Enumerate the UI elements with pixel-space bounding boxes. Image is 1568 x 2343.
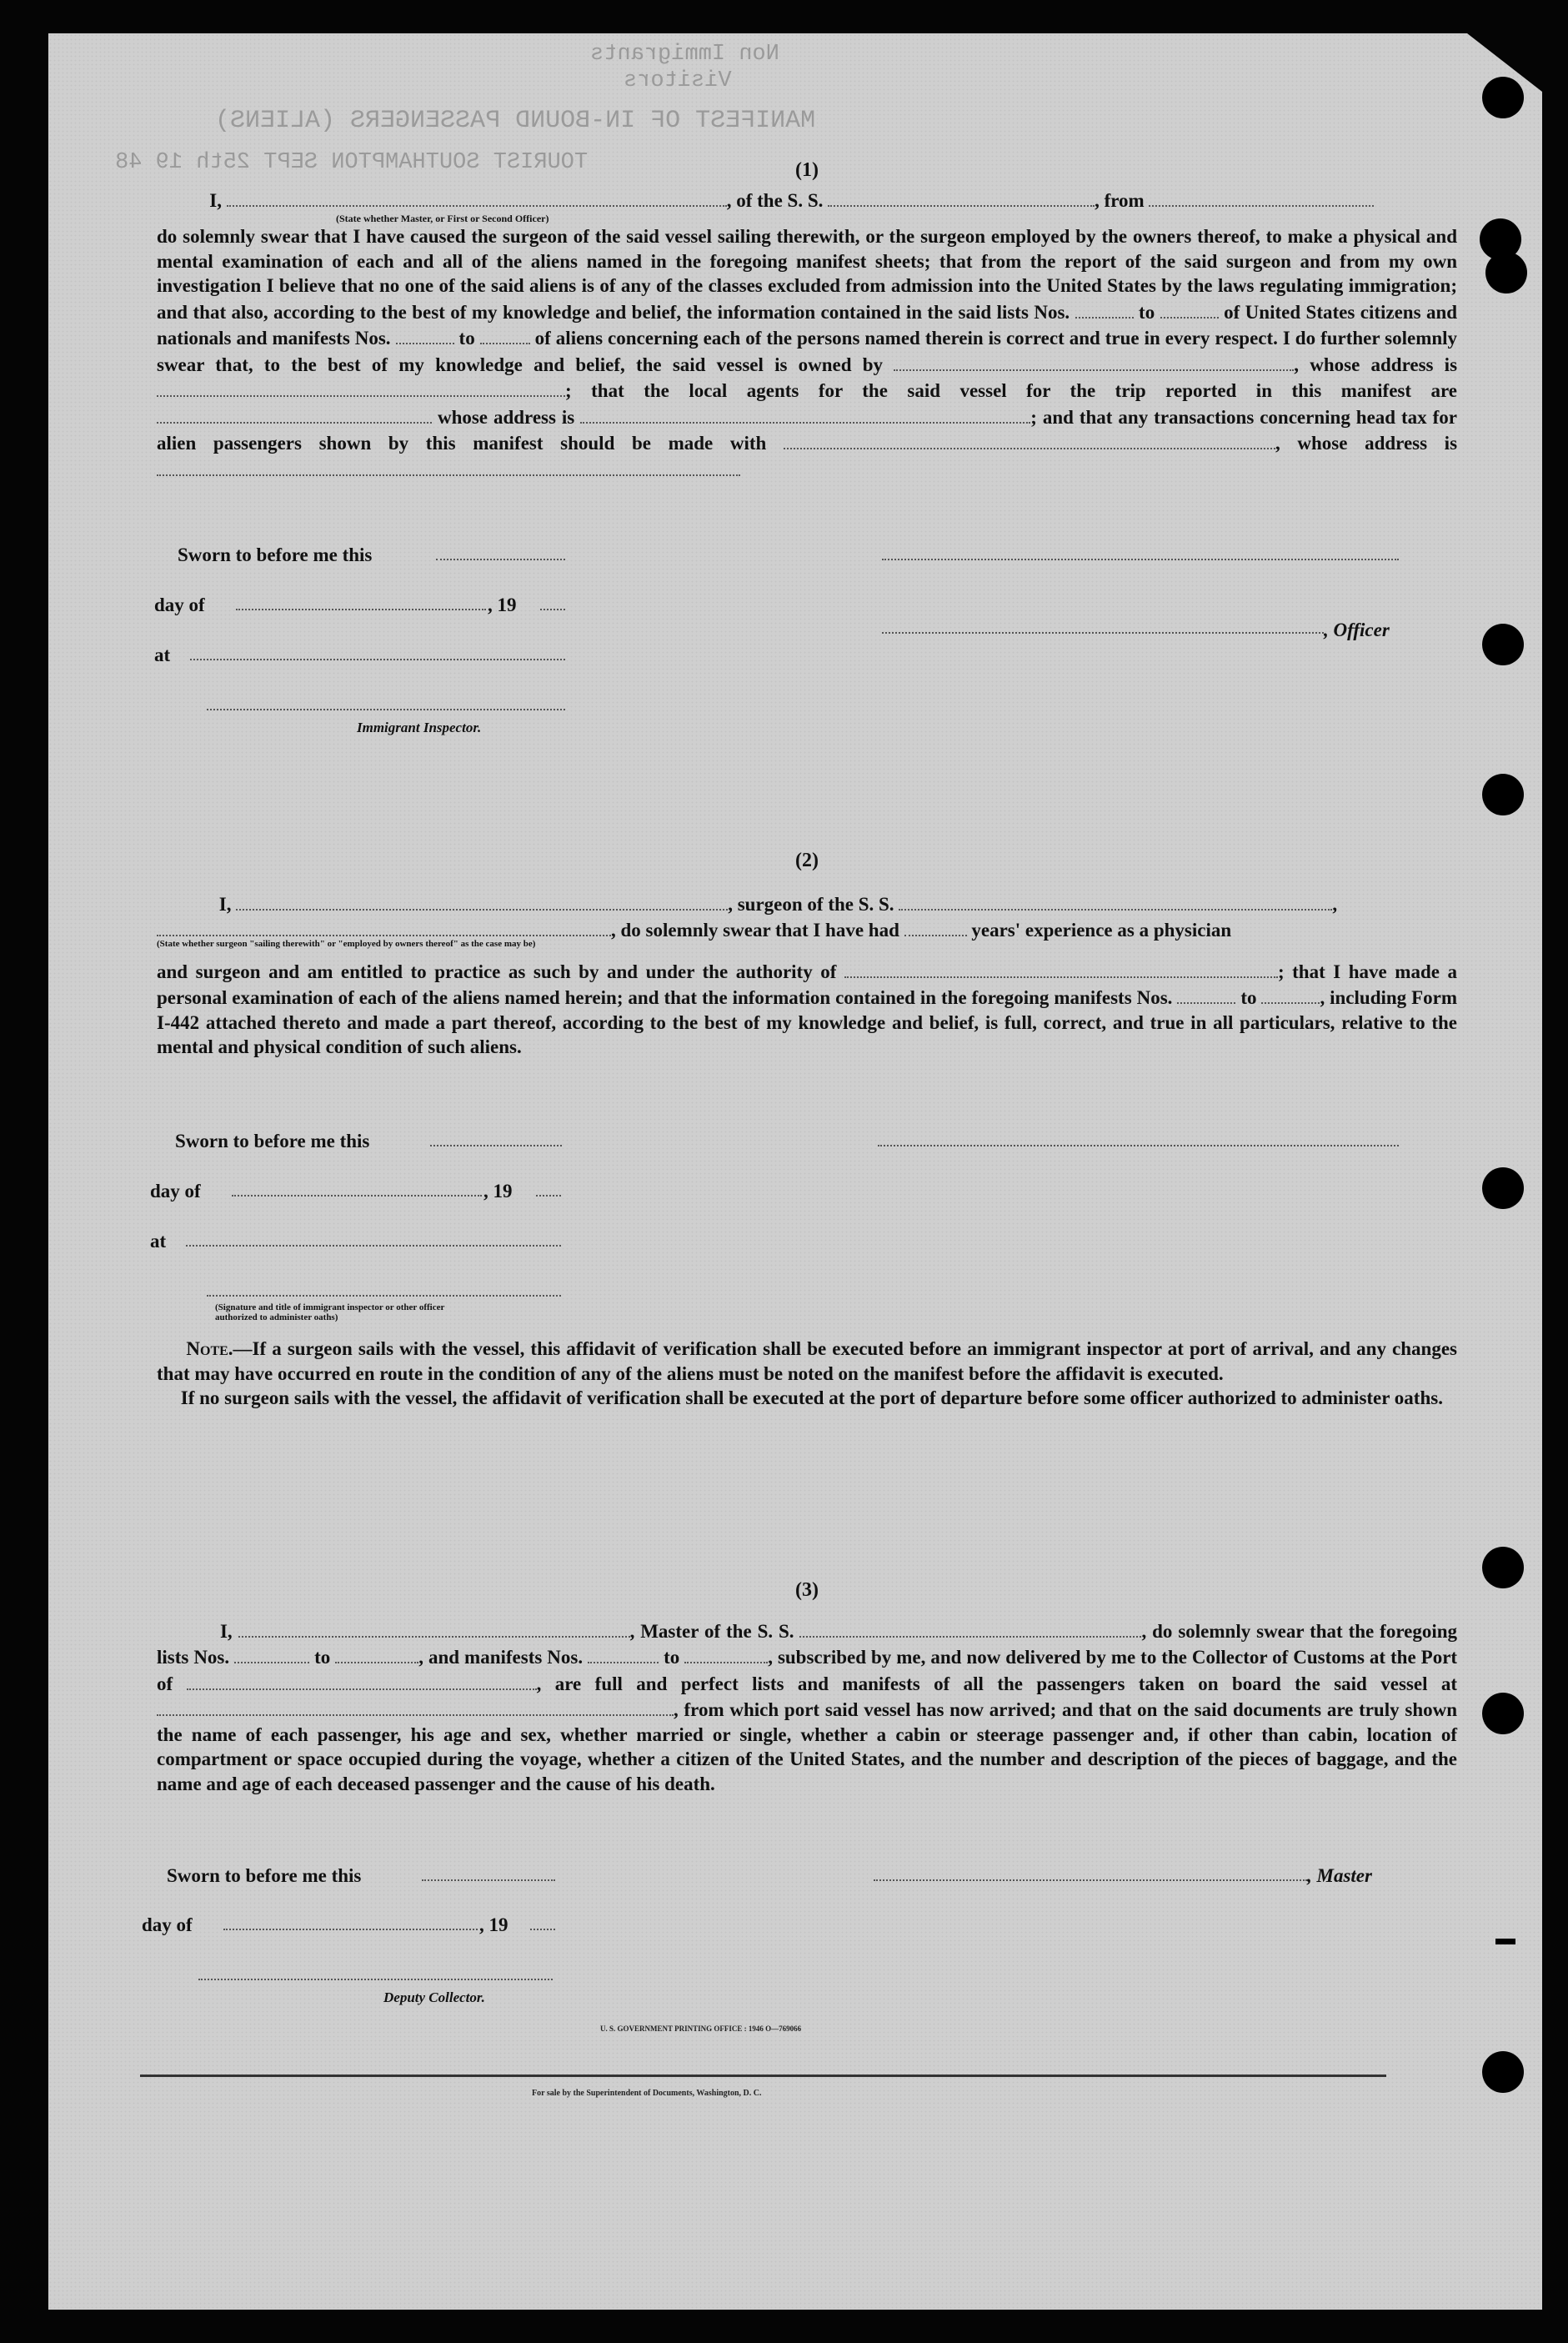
text: and surgeon and am entitled to practice as such by and under the authority of <box>157 961 837 982</box>
certifier-signature-field[interactable] <box>207 1295 561 1297</box>
embark-port-field[interactable] <box>157 1696 674 1716</box>
field-caption: (Signature and title of immigrant inspector or other officer authorized to administer oaths) <box>215 1302 445 1322</box>
text: , of the S. S. <box>726 189 824 211</box>
text: , from <box>1095 189 1145 211</box>
vessel-name-field[interactable] <box>799 1618 1141 1638</box>
inspector-signature-field[interactable] <box>207 709 565 710</box>
text: to <box>458 328 475 349</box>
section-number: (2) <box>795 850 819 871</box>
printer-imprint: U. S. GOVERNMENT PRINTING OFFICE : 1946 O—769066 <box>600 2024 802 2033</box>
year-label: , 19 <box>479 1914 508 1935</box>
text: delivered by me to the Collector of Customs at the Port of <box>157 1647 1458 1694</box>
section-2 <box>157 849 1457 1060</box>
punch-hole <box>1482 1547 1524 1588</box>
text: I, <box>219 1620 233 1642</box>
day-of-label: day of <box>142 1914 193 1935</box>
text: to <box>1240 987 1257 1008</box>
inspector-label: Immigrant Inspector. <box>357 720 482 735</box>
text: , do solemnly <box>1141 1620 1251 1642</box>
text: , whose address is <box>1275 433 1458 454</box>
text: of aliens concerning each of the persons named therein is correct and true in every respect. I do further solemnly swear that, to the best of my knowledge and belief, the said vessel is owned by <box>157 328 1458 375</box>
at-label: at <box>150 1231 167 1252</box>
officer-label: , Officer <box>1324 620 1390 640</box>
surgeon-status-field[interactable] <box>157 916 611 936</box>
month-field[interactable] <box>236 609 486 610</box>
section-text: do solemnly swear that I have caused the surgeon of the said vessel sailing therewith, or the surgeon employed by the owners thereof, to make a physical and mental examination of each and all of the aliens named in the foregoing manifest sheets; that from the report of the said surgeon and from my own investigation I believe that no one of the said aliens is of any of the classes excluded from admission into the United States by the laws regulating immigration; and that also, according to the best of my knowledge and belief, the information contained in the said lists Nos. to of United States citizens and nationals and manifests Nos. to of aliens concerning each of the persons named therein is correct and true in every respect. I do further solemnly swear that, to the best of my knowledge and belief, the said vessel is owned by , whose address is ; that the local agents for the said vessel for the trip reported in this manifest are whose address is ; and that any transactions concerning head tax for alien passengers shown by this manifest should be made with , whose address is <box>157 224 1457 482</box>
section-number: (1) <box>795 159 819 181</box>
section-text: and surgeon and am entitled to practice as such by and under the authority of ; that I have made a personal examination of each of the aliens named herein; and that the information contained in the foregoing manifests Nos. to , including Form I-442 attached thereto and made a part thereof, according to the best of my knowledge and belief, is full, correct, and true in all particulars, relative to the mental and physical condition of such aliens. <box>157 958 1457 1060</box>
manifests-to-field[interactable] <box>684 1643 768 1663</box>
manifests-from-field[interactable] <box>1177 984 1235 1004</box>
text: , including Form I-442 attached thereto and made a part thereof, according to the best of my knowledge and belief, is full, correct, and true in all particulars, relative to the mental and physical condition of such aliens. <box>157 987 1458 1057</box>
text: If no surgeon sails with the vessel, the affidavit of verification shall be executed at the port of departure before some officer authorized to administer oaths. <box>180 1387 1443 1408</box>
at-label: at <box>154 645 171 665</box>
month-field[interactable] <box>223 1929 478 1930</box>
day-of-label: day of <box>154 595 205 615</box>
section-text <box>157 1618 1457 1797</box>
lists-from-field[interactable] <box>234 1643 309 1663</box>
field-caption: (State whether surgeon "sailing therewith" or "employed by owners thereof" as the case may be) <box>157 938 536 949</box>
section-number: (3) <box>795 1579 819 1601</box>
agents-field[interactable] <box>157 404 432 424</box>
head-tax-address-field[interactable] <box>157 456 740 476</box>
section-text: I, , surgeon of the S. S. , <box>157 891 1457 917</box>
officer-title-field[interactable] <box>882 632 1324 634</box>
field-caption: (State whether Master, or First or Second Officer) <box>336 213 549 224</box>
binding-mark <box>1495 1939 1515 1944</box>
text: I, <box>218 893 232 915</box>
footer-rule <box>140 2075 1386 2077</box>
at-place-field[interactable] <box>190 659 565 660</box>
sworn-label: Sworn to before me this <box>178 544 373 565</box>
bleed-through-text: Visitors <box>624 68 732 93</box>
text: manifests of all the passengers taken on board the said vessel at <box>842 1673 1458 1694</box>
lists-from-field[interactable] <box>1075 299 1134 319</box>
bleed-through-text: MANIFEST OF IN-BOUND PASSENGERS (ALIENS) <box>215 107 816 135</box>
text: to <box>664 1647 680 1668</box>
sale-note: For sale by the Superintendent of Documents, Washington, D. C. <box>532 2089 762 2098</box>
note <box>157 1337 1457 1411</box>
text: , whose address is <box>1294 354 1458 375</box>
at-place-field[interactable] <box>186 1245 561 1247</box>
text: of United States citizens and nationals and manifests Nos. <box>157 301 1458 349</box>
collector-signature-field[interactable] <box>198 1979 553 1980</box>
text: do solemnly swear that I have caused the surgeon of the said vessel sailing therewith, or the surgeon employed by the owners thereof, to make a physical and mental examination of each and all of the aliens named in the foregoing manifest sheets; that from the report of the said surgeon and from my own investigation I believe that no one of the said aliens is of any of the classes excluded from admission into the United States by the laws regulating immigration; and that also, according to the best of my knowledge and belief, the information contained in the said lists Nos. <box>157 226 1457 323</box>
owner-address-field[interactable] <box>157 377 565 397</box>
bleed-through-text: TOURIST SOUTHAMPTON SEPT 25th 19 48 <box>115 150 589 175</box>
officer-signature-field[interactable] <box>882 559 1399 560</box>
sworn-date-field[interactable] <box>436 559 565 560</box>
note-text <box>157 1337 1457 1386</box>
year-label: , 19 <box>488 595 517 615</box>
owner-field[interactable] <box>894 351 1294 371</box>
year-field[interactable] <box>536 1195 561 1197</box>
punch-hole <box>1482 774 1524 815</box>
text: port said vessel has now arrived; and that on the said documents are truly shown the name of each passenger, his age and sex, whether married or single, whether a cabin or steerage passenger and, if other than cabin, location of compartment or space occupied during the voyage, whether a citizen of the United States, and the number and description of the pieces of baggage, and the name and age of each deceased passenger and the cause of his death. <box>157 1699 1458 1794</box>
manifests-to-field[interactable] <box>480 324 530 344</box>
punch-hole <box>1482 1167 1524 1209</box>
punch-hole <box>1482 2051 1524 2093</box>
punch-hole <box>1482 624 1524 665</box>
sworn-date-field[interactable] <box>422 1879 555 1881</box>
departure-port-field[interactable] <box>1149 187 1374 207</box>
section-3 <box>157 1578 1457 1796</box>
text: years' experience as a physician <box>971 920 1232 941</box>
section-text <box>157 187 1457 213</box>
punch-hole <box>1485 252 1527 294</box>
bleed-through-text: Non Immigrants <box>590 42 779 67</box>
master-name-field[interactable] <box>238 1618 630 1638</box>
text: to <box>1139 301 1155 323</box>
master-label: , Master <box>1307 1865 1372 1886</box>
note-text <box>157 1386 1457 1411</box>
text: swear that the foregoing lists Nos. <box>157 1620 1458 1668</box>
master-signature-field[interactable] <box>874 1879 1307 1881</box>
lists-to-field[interactable] <box>1160 299 1219 319</box>
surgeon-name-field[interactable] <box>236 891 728 911</box>
text: I, <box>209 189 222 211</box>
manifests-to-field[interactable] <box>1261 984 1320 1004</box>
text: , from which <box>674 1699 779 1720</box>
manifests-from-field[interactable] <box>588 1643 659 1663</box>
year-field[interactable] <box>540 609 565 610</box>
sworn-date-field[interactable] <box>430 1145 562 1146</box>
text: —If a surgeon sails with the vessel, this affidavit of verification shall be executed before an immigrant inspector at port of arrival, and any changes that may have occurred en route in the condition of any of the aliens must be noted on the manifest before the affidavit is executed. <box>157 1338 1457 1384</box>
years-field[interactable] <box>904 916 967 936</box>
year-label: , 19 <box>483 1181 513 1202</box>
vessel-name-field[interactable] <box>899 891 1332 911</box>
text: whose address is <box>437 406 575 428</box>
text: , are full and perfect lists and <box>536 1673 829 1694</box>
lists-to-field[interactable] <box>335 1643 418 1663</box>
authority-field[interactable] <box>844 958 1278 978</box>
agents-address-field[interactable] <box>580 404 1030 424</box>
text: that I have made a personal examination of each of the aliens named herein; and that the information contained in the foregoing manifests Nos. <box>157 961 1457 1008</box>
text: , subscribed by me, and now <box>768 1647 1001 1668</box>
form-sheet <box>48 33 1542 2310</box>
head-tax-contact-field[interactable] <box>784 429 1275 449</box>
text: that the local agents for the said vessel for the trip reported in this manifest are <box>591 380 1457 401</box>
text: , and manifests Nos. <box>418 1647 584 1668</box>
month-field[interactable] <box>232 1195 482 1197</box>
text: , Master of the S. S. <box>629 1620 794 1642</box>
text: , surgeon of the S. S. <box>728 893 894 915</box>
note-label: Note. <box>186 1338 233 1359</box>
section-1 <box>157 158 1457 482</box>
vessel-name-field[interactable] <box>828 187 1095 207</box>
sworn-label: Sworn to before me this <box>167 1865 362 1886</box>
year-field[interactable] <box>530 1929 555 1930</box>
manifests-from-field[interactable] <box>396 324 454 344</box>
sworn-label: Sworn to before me this <box>175 1131 370 1151</box>
officer-name-field[interactable] <box>227 187 727 207</box>
text: to <box>314 1647 331 1668</box>
day-of-label: day of <box>150 1181 201 1202</box>
punch-hole <box>1482 77 1524 118</box>
port-field[interactable] <box>187 1670 537 1690</box>
text: ; and that any transactions concerning head tax for alien passengers shown by this manifest should be made with <box>157 406 1457 454</box>
surgeon-signature-field[interactable] <box>878 1145 1399 1146</box>
deputy-label: Deputy Collector. <box>383 1989 485 2005</box>
punch-hole <box>1482 1693 1524 1734</box>
text: , do solemnly swear that I have had <box>611 920 899 941</box>
